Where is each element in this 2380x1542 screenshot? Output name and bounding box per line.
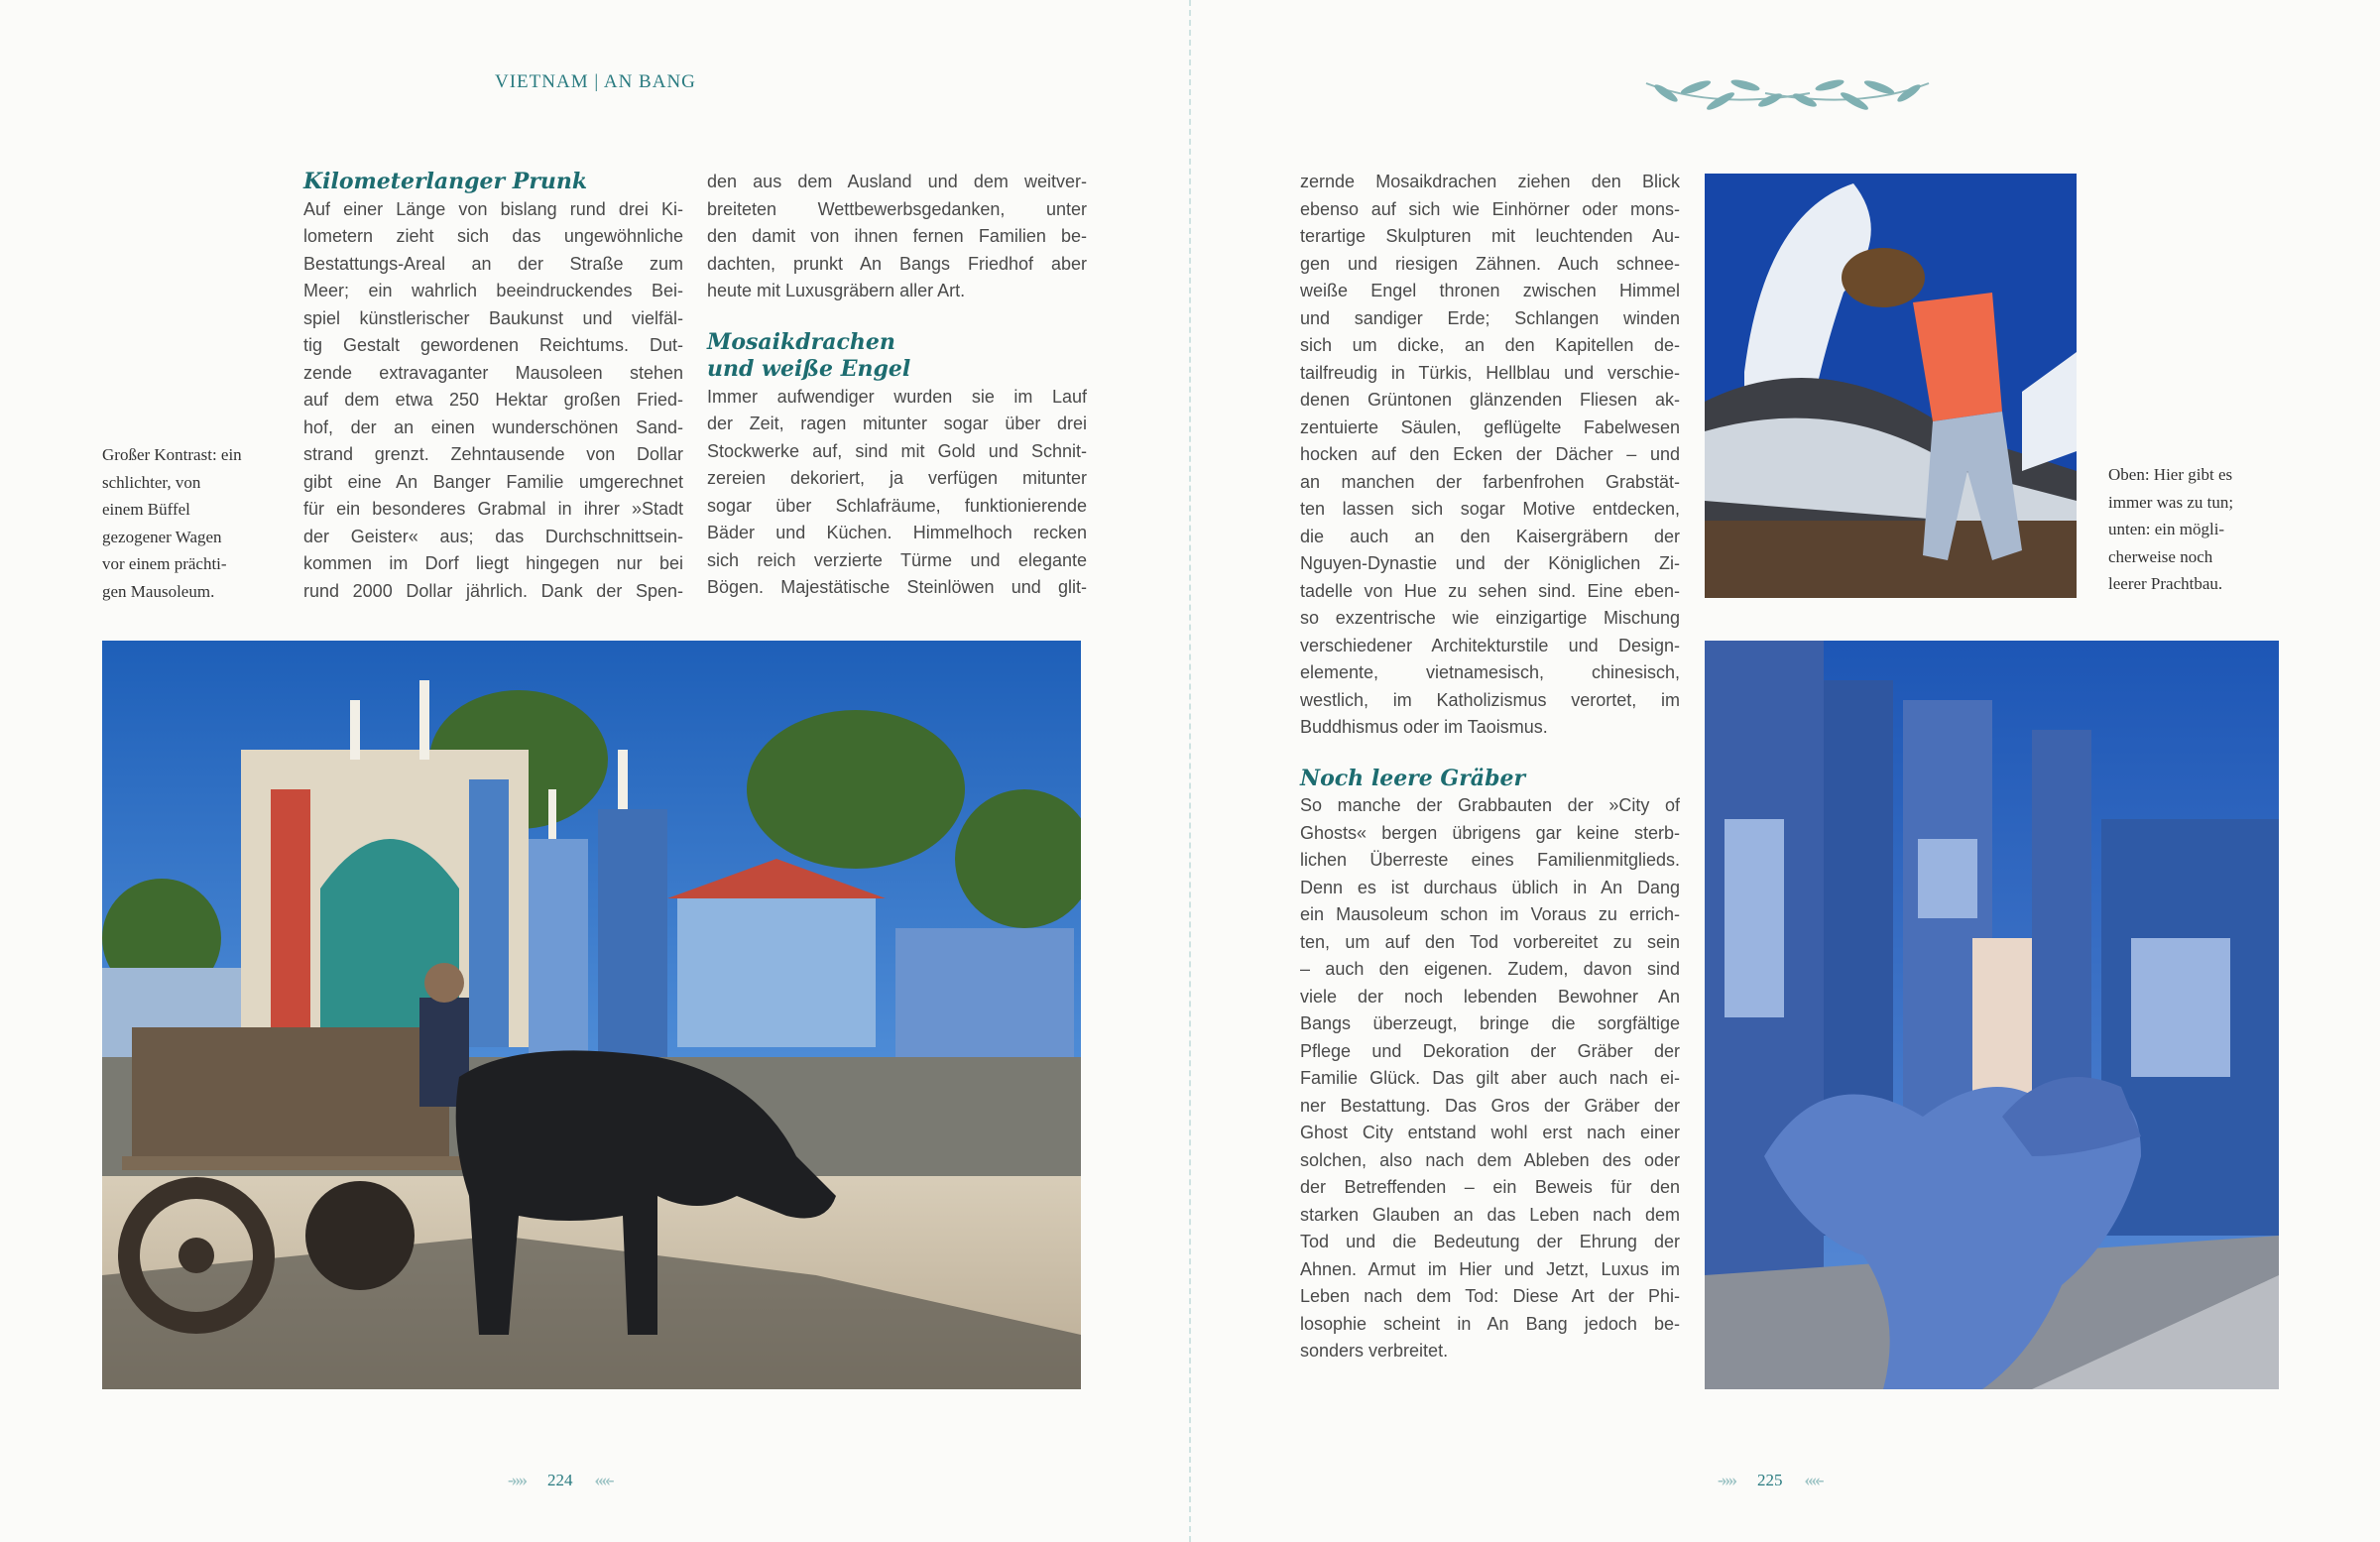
text-line: losophie scheint in An Bang jedoch be- [1300, 1313, 1680, 1334]
text-line: tadelle von Hue zu sehen sind. Eine eben- [1300, 580, 1680, 601]
text-line: lometern zieht sich das ungewöhnliche [303, 226, 683, 246]
text-line: zernde Mosaikdrachen ziehen den Blick [1300, 172, 1680, 191]
arrow-ornament-icon: -»» [1718, 1470, 1735, 1489]
text-line: Bäder und Küchen. Himmelhoch recken [707, 523, 1087, 542]
text-line: gibt eine An Banger Familie umgerechnet [303, 471, 683, 492]
section-heading-kilometerlanger-prunk: Kilometerlanger Prunk [303, 169, 588, 194]
text-line: breiteten Wettbewerbsgedanken, unter [707, 198, 1087, 219]
text-line: heute mit Luxusgräbern aller Art. [707, 281, 966, 300]
text-line: und sandiger Erde; Schlangen winden [1300, 307, 1680, 328]
text-line: Auf einer Länge von bislang rund drei Ki- [303, 198, 683, 219]
text-line: verschiedener Architekturstile und Design- [1300, 635, 1680, 655]
text-line: den damit von ihnen fernen Familien be- [707, 226, 1087, 246]
text-line: terartige Skulpturen mit leuchtenden Au- [1300, 226, 1680, 246]
page-number-right [1718, 1470, 1823, 1490]
text-line: starken Glauben an das Leben nach dem [1300, 1204, 1680, 1225]
text-line: weiße Engel thronen zwischen Himmel [1300, 281, 1680, 300]
left-photo-caption [102, 441, 242, 605]
caption-line: gezogener Wagen [102, 527, 222, 546]
text-line: lichen Überreste eines Familienmitglieds. [1300, 850, 1680, 870]
text-line: Denn es ist durchaus üblich in An Dang [1300, 877, 1680, 897]
photo-blue-dragon-mausoleum [1705, 641, 2279, 1389]
paragraph-gap [707, 305, 1087, 329]
text-line: Bögen. Majestätische Steinlöwen und glit- [707, 577, 1087, 597]
text-line: der Betreffenden – ein Beweis für den [1300, 1177, 1680, 1197]
text-line: Ghosts« bergen übrigens gar keine sterb- [1300, 822, 1680, 843]
text-line: ein Mausoleum schon im Voraus zu errich- [1300, 904, 1680, 924]
arrow-ornament-icon: ««- [594, 1470, 613, 1489]
text-line: Ghost City entstand wohl erst nach einer [1300, 1123, 1680, 1142]
text-line: an manchen der farbenfrohen Grabstät- [1300, 471, 1680, 492]
caption-line: vor einem prächti- [102, 554, 227, 573]
arrow-ornament-icon: ««- [1804, 1470, 1823, 1489]
text-line: Leben nach dem Tod: Diese Art der Phi- [1300, 1286, 1680, 1306]
text-line: hof, der an einen wunderschönen Sand- [303, 416, 683, 437]
text-line: ebenso auf sich wie Einhörner oder mons- [1300, 198, 1680, 219]
text-line: strand grenzt. Zehntausende von Dollar [303, 444, 683, 464]
page-number: 225 [1757, 1470, 1783, 1489]
text-line: Nguyen-Dynastie und der Königlichen Zi- [1300, 553, 1680, 573]
text-line: sich um dicke, an den Kapitellen de- [1300, 335, 1680, 355]
text-line: der Geister« aus; das Durchschnittsein- [303, 526, 683, 546]
text-line: dachten, prunkt An Bangs Friedhof aber [707, 253, 1087, 274]
caption-line: schlichter, von [102, 472, 201, 492]
caption-line: gen Mausoleum. [102, 581, 215, 601]
text-line: – auch den eigenen. Zudem, davon sind [1300, 959, 1680, 979]
text-line: den aus dem Ausland und dem weitver- [707, 172, 1087, 191]
text-line: ten, um auf den Tod vorbereitet zu sein [1300, 931, 1680, 952]
photo-buffalo-cart-mausoleum [102, 641, 1081, 1389]
right-column [1300, 169, 1680, 1365]
photo-worker-sculpture [1705, 174, 2077, 598]
text-line: zende extravaganter Mausoleen stehen [303, 362, 683, 383]
caption-line: Oben: Hier gibt es [2108, 465, 2233, 484]
text-line: Tod und die Bedeutung der Ehrung der [1300, 1232, 1680, 1251]
leaf-ornament-icon [1636, 65, 1939, 115]
text-line: kommen im Dorf liegt hingegen nur bei [303, 553, 683, 573]
text-line: elemente, vietnamesisch, chinesisch, [1300, 662, 1680, 682]
text-line: Immer aufwendiger wurden sie im Lauf [707, 386, 1087, 407]
text-line: hocken auf den Ecken der Dächer – und [1300, 444, 1680, 464]
text-line: gen und riesigen Zähnen. Auch schnee- [1300, 253, 1680, 274]
text-line: Pflege und Dekoration der Gräber der [1300, 1040, 1680, 1061]
text-line: zentuierte Säulen, geflügelte Fabelwesen [1300, 416, 1680, 437]
text-line: die auch an den Kaisergräbern der [1300, 526, 1680, 546]
text-line: Buddhismus oder im Taoismus. [1300, 717, 1548, 737]
left-column-1 [303, 169, 683, 605]
text-line: sonders verbreitet. [1300, 1341, 1449, 1361]
page-number-left [508, 1470, 613, 1490]
text-line: Stockwerke auf, sind mit Gold und Schnit- [707, 440, 1087, 461]
text-line: westlich, im Katholizismus verortet, im [1300, 689, 1680, 710]
text-line: viele der noch lebenden Bewohner An [1300, 986, 1680, 1007]
section-heading-mosaikdrachen: Mosaikdrachen [707, 328, 895, 355]
text-line: der Zeit, ragen mitunter sogar über drei [707, 414, 1087, 433]
text-line: zereien dekoriert, ja verfügen mitunter [707, 468, 1087, 488]
text-line: sogar über Schlafräume, funktionierende [707, 495, 1087, 516]
arrow-ornament-icon: -»» [508, 1470, 526, 1489]
text-line: Meer; ein wahrlich beeindruckendes Bei- [303, 281, 683, 300]
caption-line: unten: ein mögli- [2108, 520, 2225, 538]
page-number: 224 [547, 1470, 573, 1489]
section-heading-noch-leere-graeber: Noch leere Gräber [1300, 765, 1526, 791]
text-line: Familie Glück. Das gilt aber auch nach ei- [1300, 1068, 1680, 1088]
text-line: rund 2000 Dollar jährlich. Dank der Spen- [303, 580, 683, 601]
text-line: Ahnen. Armut im Hier und Jetzt, Luxus im [1300, 1258, 1680, 1279]
caption-line: cherweise noch [2108, 546, 2213, 566]
section-heading-mosaikdrachen-line2: und weiße Engel [707, 356, 911, 382]
caption-line: Großer Kontrast: ein [102, 445, 242, 464]
text-line: auf dem etwa 250 Hektar großen Fried- [303, 390, 683, 410]
text-line: Bestattungs-Areal an der Straße zum [303, 253, 683, 274]
text-line: so exzentrische wie einzigartige Mischung [1300, 608, 1680, 628]
text-line: ner Bestattung. Das Gros der Gräber der [1300, 1095, 1680, 1116]
text-line: denen Grüntonen glänzenden Fliesen ak- [1300, 390, 1680, 410]
text-line: Bangs überzeugt, bringe die sorgfältige [1300, 1013, 1680, 1033]
caption-line: immer was zu tun; [2108, 492, 2234, 512]
caption-line: leerer Prachtbau. [2108, 574, 2223, 593]
left-column-2 [707, 169, 1087, 602]
right-photo-caption [2108, 461, 2233, 598]
text-line: für ein besonderes Grabmal in ihrer »Stadt [303, 499, 683, 519]
text-line: So manche der Grabbauten der »City of [1300, 795, 1680, 815]
text-line: sich reich verzierte Türme und elegante [707, 549, 1087, 570]
text-line: tailfreudig in Türkis, Hellblau und verschie- [1300, 362, 1680, 383]
text-line: tig Gestalt gewordenen Reichtums. Dut- [303, 335, 683, 355]
page-gutter-divider [1189, 0, 1191, 1542]
text-line: ten lassen sich sogar Motive entdecken, [1300, 499, 1680, 519]
text-line: spiel künstlerischer Baukunst und vielfäl- [303, 307, 683, 328]
text-line: solchen, also nach dem Ableben des oder [1300, 1149, 1680, 1170]
running-head: VIETNAM | AN BANG [495, 71, 696, 92]
paragraph-gap [1300, 742, 1680, 766]
caption-line: einem Büffel [102, 500, 190, 519]
